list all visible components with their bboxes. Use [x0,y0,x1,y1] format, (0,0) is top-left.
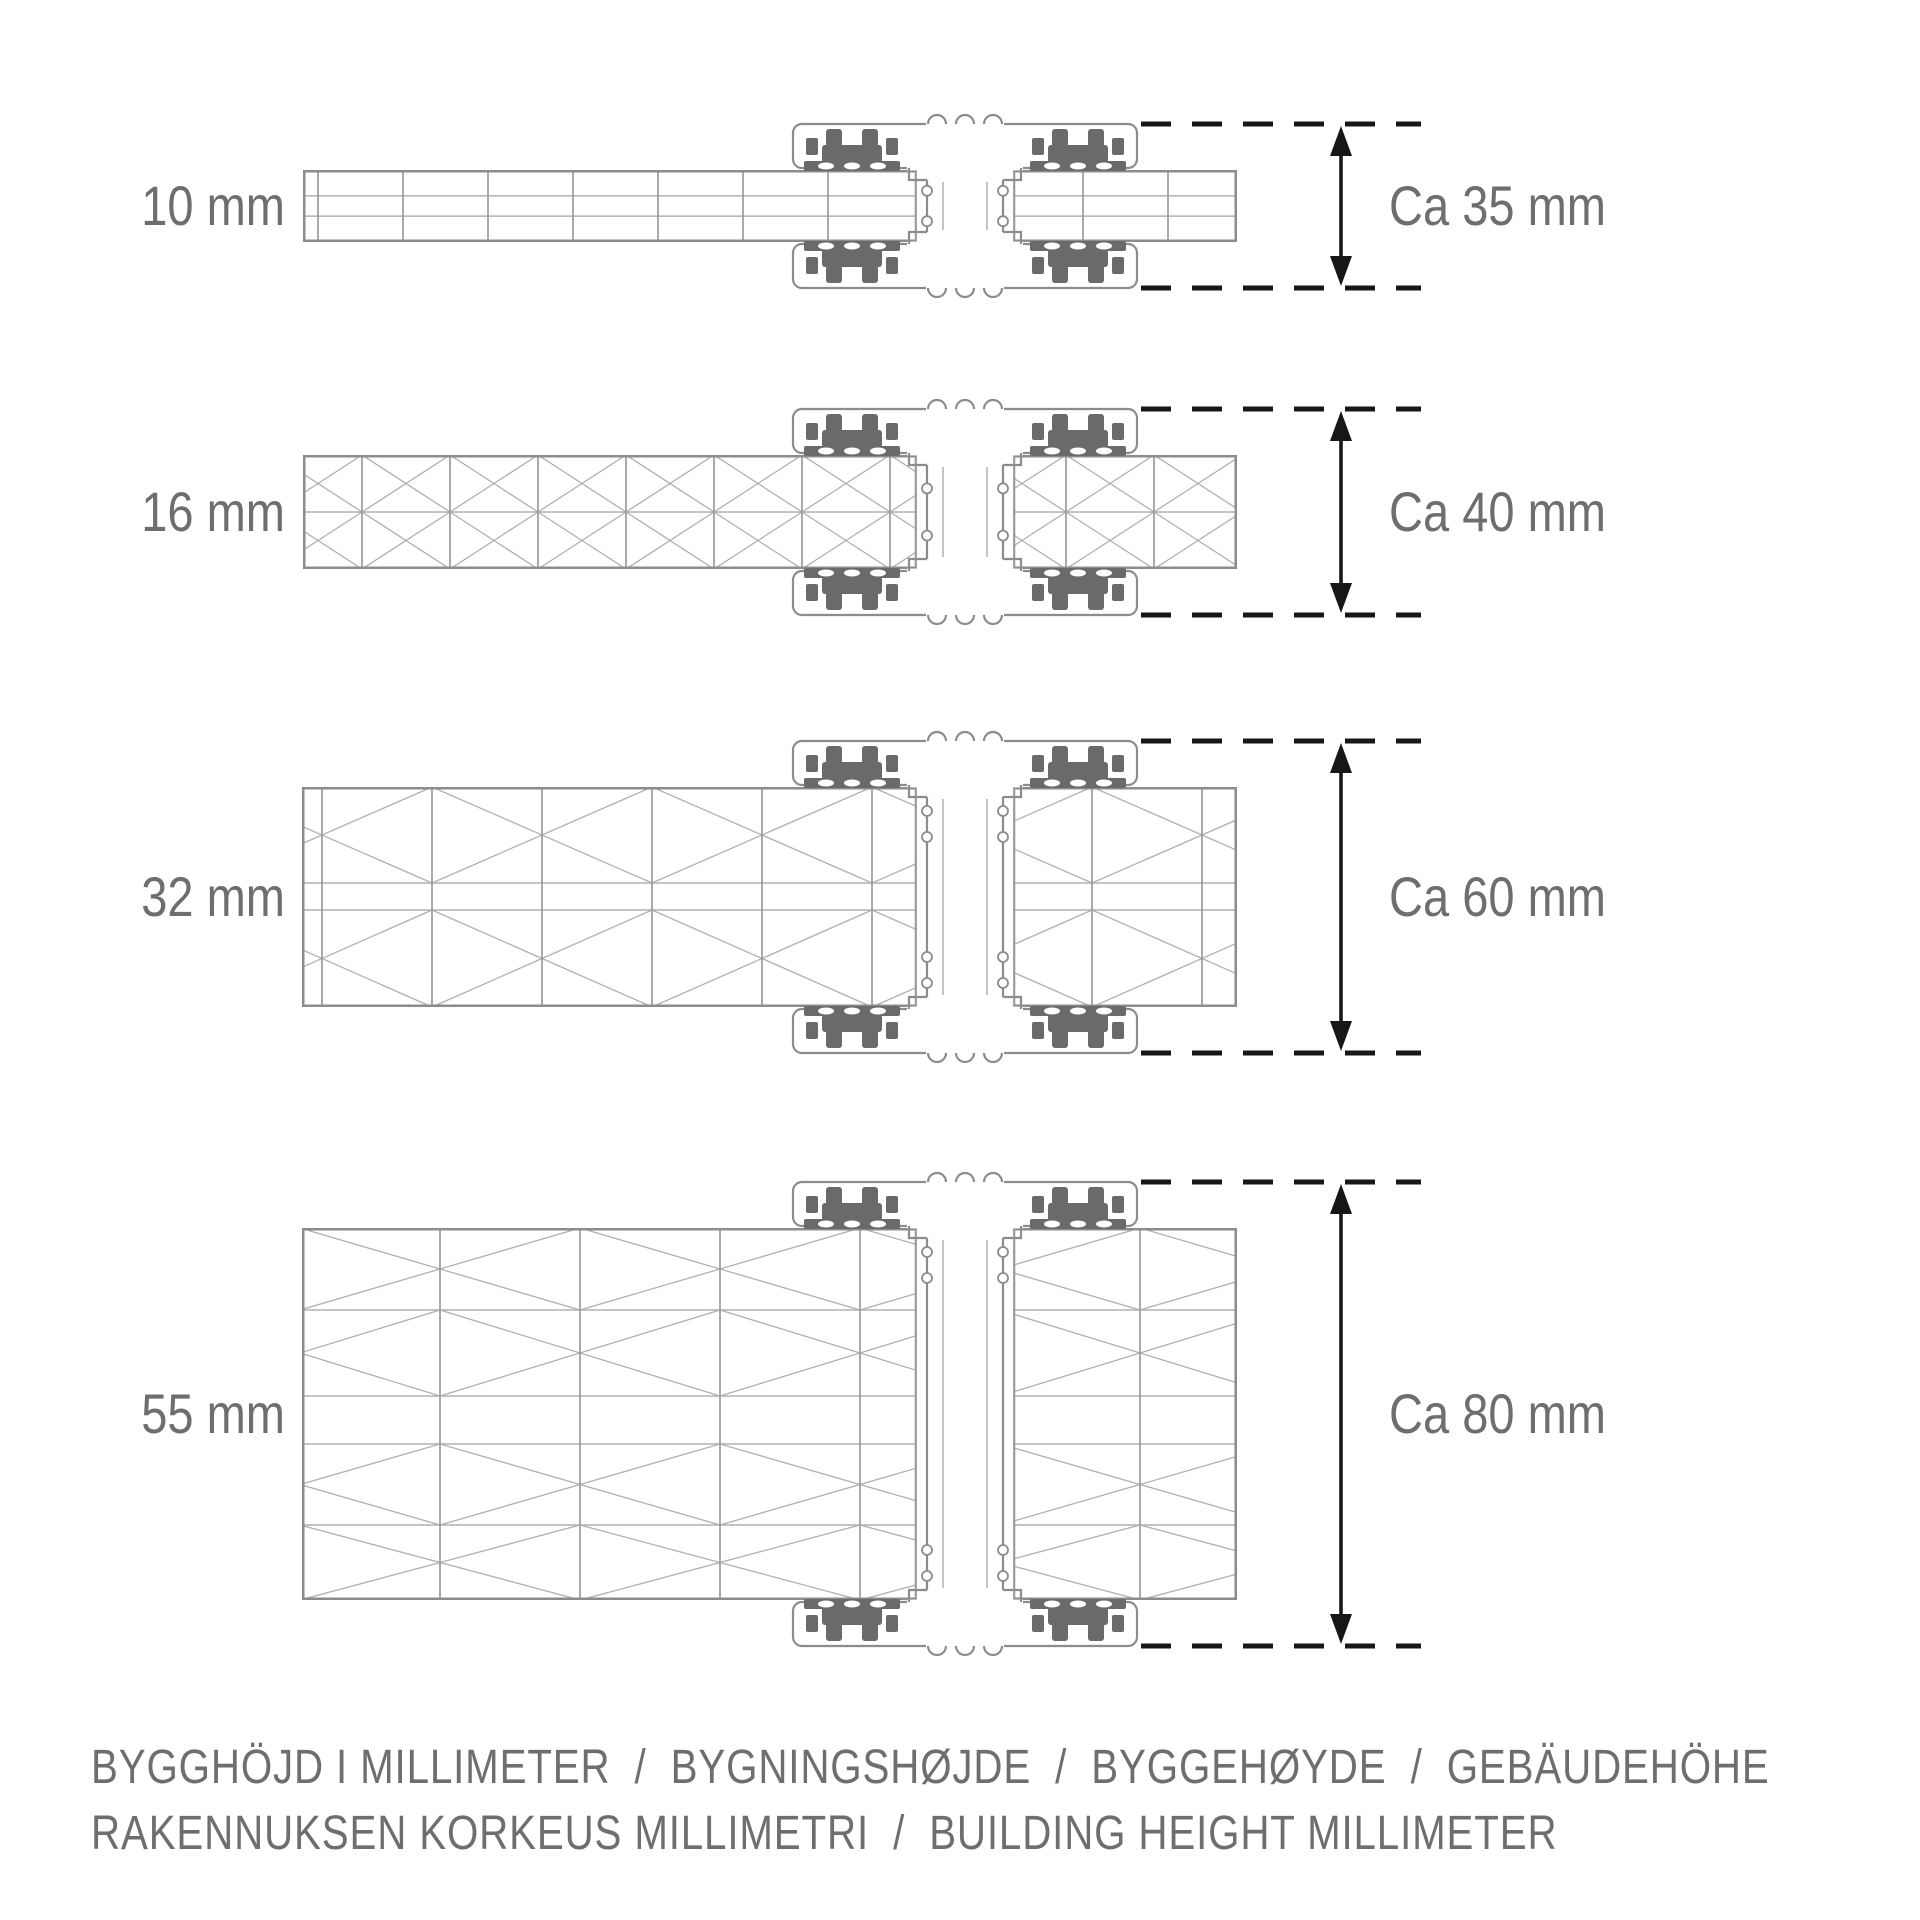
left-panel-16mm [186,455,1066,569]
right-panel-10mm [1013,170,1237,242]
section-16mm [186,400,1421,624]
building-height-label-35mm: Ca 35 mm [1389,174,1606,237]
panel-thickness-label-32mm: 32 mm [141,865,285,928]
arrow-head-down-icon [1330,1614,1352,1644]
left-panel-10mm [303,170,917,242]
caption-line-2: RAKENNUKSEN KORKEUS MILLIMETRI / BUILDING HEIGHT MILLIMETER [91,1807,1558,1860]
arrow-head-up-icon [1330,1184,1352,1214]
right-panel-16mm [890,455,1330,569]
section-10mm [303,115,1421,297]
joining-profile [793,115,1137,297]
arrow-head-down-icon [1330,1021,1352,1051]
building-height-label-40mm: Ca 40 mm [1389,480,1606,543]
arrow-head-up-icon [1330,743,1352,773]
arrow-head-down-icon [1330,256,1352,286]
arrow-head-up-icon [1330,126,1352,156]
dimension-Ca35mm [1141,124,1421,288]
joining-profile [793,732,1137,1062]
panel-thickness-label-16mm: 16 mm [141,480,285,543]
arrow-head-down-icon [1330,583,1352,613]
dimension-Ca80mm [1141,1182,1421,1646]
building-height-label-80mm: Ca 80 mm [1389,1382,1606,1445]
joining-profile [793,1173,1137,1655]
panel-thickness-label-10mm: 10 mm [141,174,285,237]
arrow-head-up-icon [1330,411,1352,441]
building-height-label-60mm: Ca 60 mm [1389,865,1606,928]
panel-thickness-label-55mm: 55 mm [141,1382,285,1445]
caption-line-1: BYGGHÖJD I MILLIMETER / BYGNINGSHØJDE / BYGGEHØYDE / GEBÄUDEHÖHE [91,1741,1770,1794]
